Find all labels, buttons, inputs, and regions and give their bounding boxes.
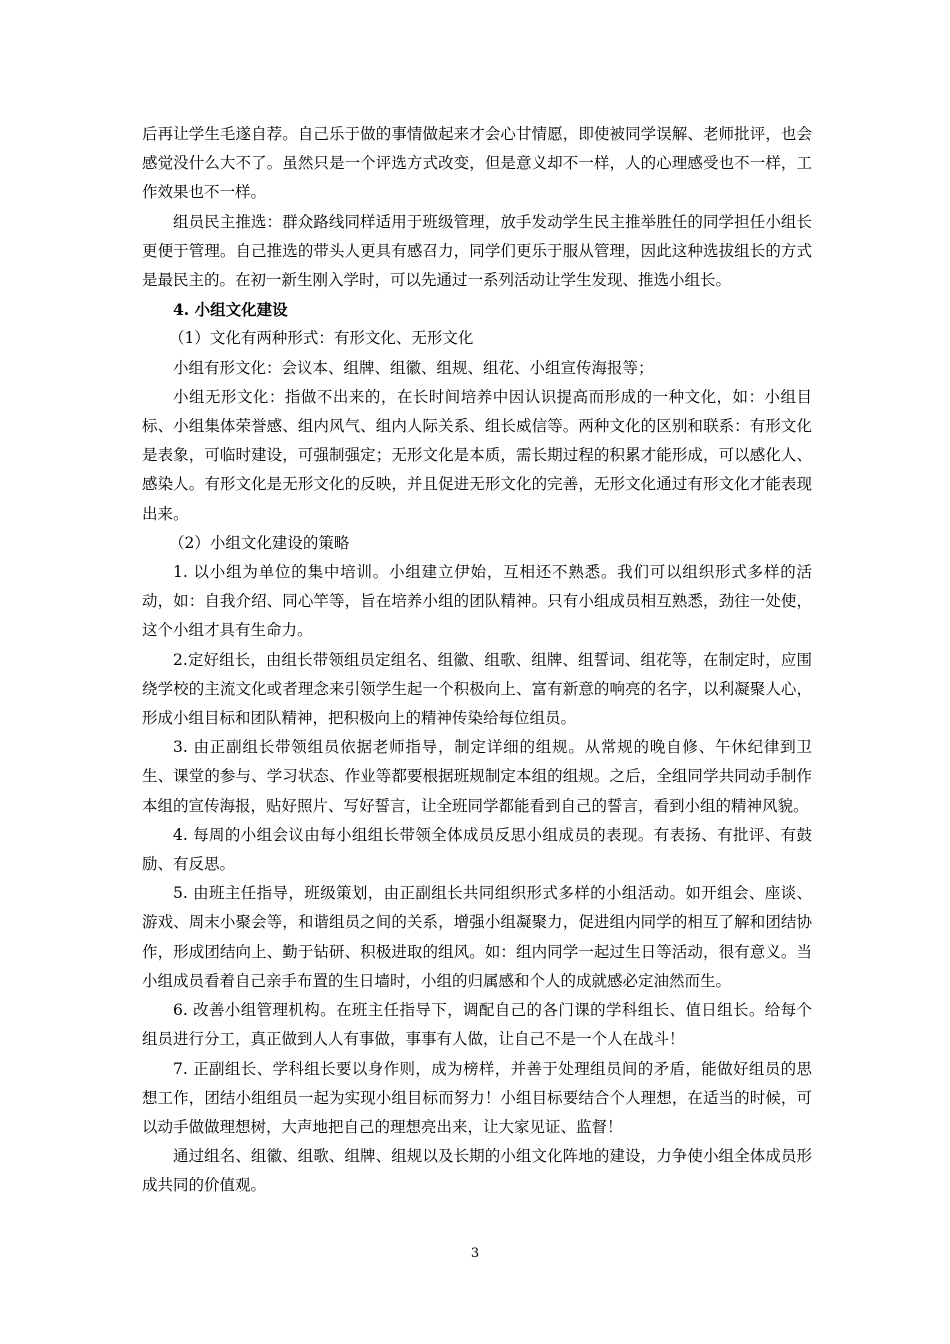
paragraph: 组员民主推选：群众路线同样适用于班级管理，放手发动学生民主推举胜任的同学担任小组长更便于管理。自己推选的带头人更具有感召力，同学们更乐于服从管理，因此这种选拔组长的方式是最民主的。在初一新生刚入学时，可以先通过一系列活动让学生发现、推选小组长。 bbox=[142, 212, 812, 290]
list-paragraph: 3. 由正副组长带领组员依据老师指导，制定详细的组规。从常规的晚自修、午休纪律到卫生、课堂的参与、学习状态、作业等都要根据班规制定本组的组规。之后，全组同学共同动手制作本组的宣传海报，贴好照片、写好誓言，让全班同学都能看到自己的誓言，看到小组的精神风貌。 bbox=[142, 738, 812, 815]
subsection-heading: （1）文化有两种形式：有形文化、无形文化 bbox=[169, 329, 474, 348]
list-paragraph: 7. 正副组长、学科组长要以身作则，成为榜样，并善于处理组员间的矛盾，能做好组员的思想工作，团结小组组员一起为实现小组目标而努力！小组目标要结合个人理想，在适当的时候，可以动手做做理想树，大声地把自己的理想亮出来，让大家见证、监督！ bbox=[142, 1059, 812, 1136]
list-paragraph: 1. 以小组为单位的集中培训。小组建立伊始，互相还不熟悉。我们可以组织形式多样的活动，如：自我介绍、同心竿等，旨在培养小组的团队精神。只有小组成员相互熟悉，劲往一处使，这个小组才具有生命力。 bbox=[142, 563, 812, 640]
paragraph: 小组有形文化：会议本、组牌、组徽、组规、组花、小组宣传海报等； bbox=[173, 358, 654, 377]
list-paragraph: 2.定好组长，由组长带领组员定组名、组徽、组歌、组牌、组誓词、组花等，在制定时，应围绕学校的主流文化或者理念来引领学生起一个积极向上、富有新意的响亮的名字，以利凝聚人心，形成小组目标和团队精神，把积极向上的精神传染给每位组员。 bbox=[142, 650, 812, 728]
paragraph: 后再让学生毛遂自荐。自己乐于做的事情做起来才会心甘情愿，即使被同学误解、老师批评，也会感觉没什么大不了。虽然只是一个评选方式改变，但是意义却不一样，人的心理感受也不一样，工作效果也不一样。 bbox=[142, 125, 812, 202]
list-paragraph: 5. 由班主任指导，班级策划，由正副组长共同组织形式多样的小组活动。如开组会、座谈、游戏、周末小聚会等，和谐组员之间的关系，增强小组凝聚力，促进组内同学的相互了解和团结协作，形成团结向上、勤于钻研、积极进取的组风。如：组内同学一起过生日等活动，很有意义。当小组成员看着自己亲手布置的生日墙时，小组的归属感和个人的成就感必定油然而生。 bbox=[142, 884, 812, 990]
subsection-heading: （2）小组文化建设的策略 bbox=[169, 533, 350, 552]
list-paragraph: 6. 改善小组管理机构。在班主任指导下，调配自己的各门课的学科组长、值日组长。给每个组员进行分工，真正做到人人有事做，事事有人做，让自己不是一个人在战斗！ bbox=[142, 1001, 812, 1049]
list-paragraph: 4. 每周的小组会议由每小组组长带领全体成员反思小组成员的表现。有表扬、有批评、有鼓励、有反思。 bbox=[142, 825, 812, 874]
page-number: 3 bbox=[470, 1246, 480, 1261]
document-body bbox=[142, 120, 812, 1201]
paragraph: 通过组名、组徽、组歌、组牌、组规以及长期的小组文化阵地的建设，力争使小组全体成员形成共同的价值观。 bbox=[142, 1147, 812, 1195]
section-heading: 4. 小组文化建设 bbox=[173, 300, 288, 320]
paragraph: 小组无形文化：指做不出来的，在长时间培养中因认识提高而形成的一种文化，如：小组目标、小组集体荣誉感、组内风气、组内人际关系、组长威信等。两种文化的区别和联系：有形文化是表象，可临时建设，可强制强定；无形文化是本质，需长期过程的积累才能形成，可以感化人、感染人。有形文化是无形文化的反映，并且促进无形文化的完善，无形文化通过有形文化才能表现出来。 bbox=[142, 387, 812, 523]
